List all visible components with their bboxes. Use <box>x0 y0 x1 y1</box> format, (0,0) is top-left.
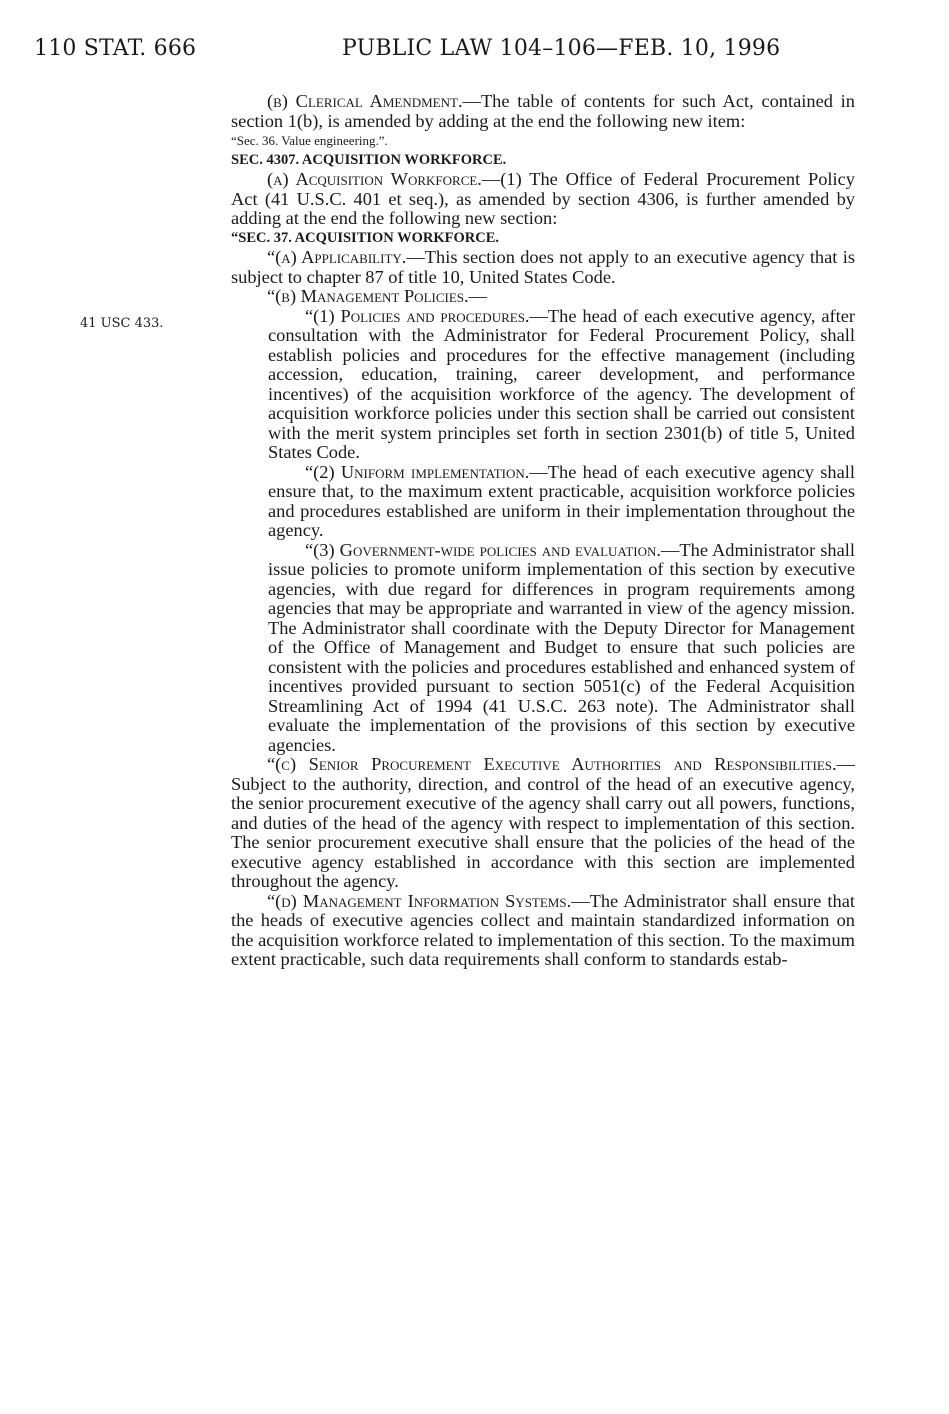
applicability-paragraph <box>231 248 855 287</box>
uniform-implementation-label: “(2) Uniform implementation. <box>305 461 530 482</box>
management-policies-text: — <box>468 286 487 306</box>
management-policies-label: “(b) Management Policies. <box>267 286 469 306</box>
uniform-implementation-paragraph <box>231 463 855 541</box>
acquisition-workforce-paragraph <box>231 170 855 229</box>
senior-procurement-paragraph <box>231 755 855 892</box>
policies-procedures-label: “(1) Policies and procedures. <box>305 305 530 326</box>
policies-procedures-text: —The head of each executive agency, after consultation with the Administrator for Federal Procurement Policy, shall establish policies and procedures for the effective management (including accession, education, training, career development, and performance incentives) of the acquisition workforce of the agency. The development of acquisition workforce policies under this section shall be carried out consistent with the merit system principles set forth in section 2301(b) of title 5, United States Code. <box>268 305 855 462</box>
senior-procurement-label: “(c) Senior Procurement Executive Authorities and Responsibilities. <box>267 754 837 774</box>
management-information-text: —The Administrator shall ensure that the heads of executive agencies collect and maintain standardized information on the acquisition workforce related to implementation of this section. To the maximum extent practicable, such data requirements shall conform to standards estab- <box>231 890 855 969</box>
management-information-paragraph <box>231 892 855 970</box>
clerical-amendment-text: —The table of contents for such Act, contained in section 1(b), is amended by adding at the end the following new item: <box>231 91 855 131</box>
section-4307-heading: SEC. 4307. ACQUISITION WORKFORCE. <box>231 151 507 168</box>
government-wide-policies-text: —The Administrator shall issue policies to promote uniform implementation of this section by executive agencies, with due regard for differences in program requirements among agencies that may be appropriate and warranted in view of the agency mission. The Administrator shall coordinate with the Deputy Director for Management of the Office of Management and Budget to ensure that such policies are consistent with the policies and procedures established and enhanced system of incentives provided pursuant to section 5051(c) of the Federal Acquisition Streamlining Act of 1994 (41 U.S.C. 263 note). The Administrator shall evaluate the implementation of the provisions of this section by executive agencies. <box>268 539 856 755</box>
management-information-label: “(d) Management Information Systems. <box>267 890 572 911</box>
stat-page-reference: 110 STAT. 666 <box>34 36 197 61</box>
government-wide-policies-label: “(3) Government-wide policies and evaluation. <box>305 539 661 560</box>
senior-procurement-text: —Subject to the authority, direction, and control of the head of an executive agency, the senior procurement executive of the agency shall carry out all powers, functions, and duties of the head of the agency with respect to implementation of this section. The senior procurement executive shall ensure that the policies of the head of the executive agency established in accordance with this section are implemented throughout the agency. <box>231 754 855 891</box>
document-body <box>231 92 855 970</box>
clerical-amendment-paragraph <box>231 92 855 131</box>
policies-procedures-paragraph <box>231 307 855 463</box>
applicability-label: “(a) Applicability. <box>267 247 407 267</box>
section-37-heading: “SEC. 37. ACQUISITION WORKFORCE. <box>231 229 500 246</box>
clerical-amendment-label: (b) Clerical Amendment. <box>267 91 463 111</box>
applicability-text: —This section does not apply to an executive agency that is subject to chapter 87 of title 10, United States Code. <box>231 247 855 287</box>
acquisition-workforce-text: —(1) The Office of Federal Procurement Policy Act (41 U.S.C. 401 et seq.), as amended by section 4306, is further amended by adding at the end the following new section: <box>231 169 855 228</box>
new-toc-item: “Sec. 36. Value engineering.”. <box>231 133 388 148</box>
public-law-header: PUBLIC LAW 104–106—FEB. 10, 1996 <box>342 36 781 61</box>
management-policies-paragraph <box>231 287 855 307</box>
uniform-implementation-text: —The head of each executive agency shall ensure that, to the maximum extent practicable, acquisition workforce policies and procedures established are uniform in their implementation throughout the agency. <box>268 461 855 540</box>
government-wide-policies-paragraph <box>231 541 855 756</box>
margin-citation: 41 USC 433. <box>80 316 164 331</box>
acquisition-workforce-label: (a) Acquisition Workforce. <box>267 169 482 189</box>
